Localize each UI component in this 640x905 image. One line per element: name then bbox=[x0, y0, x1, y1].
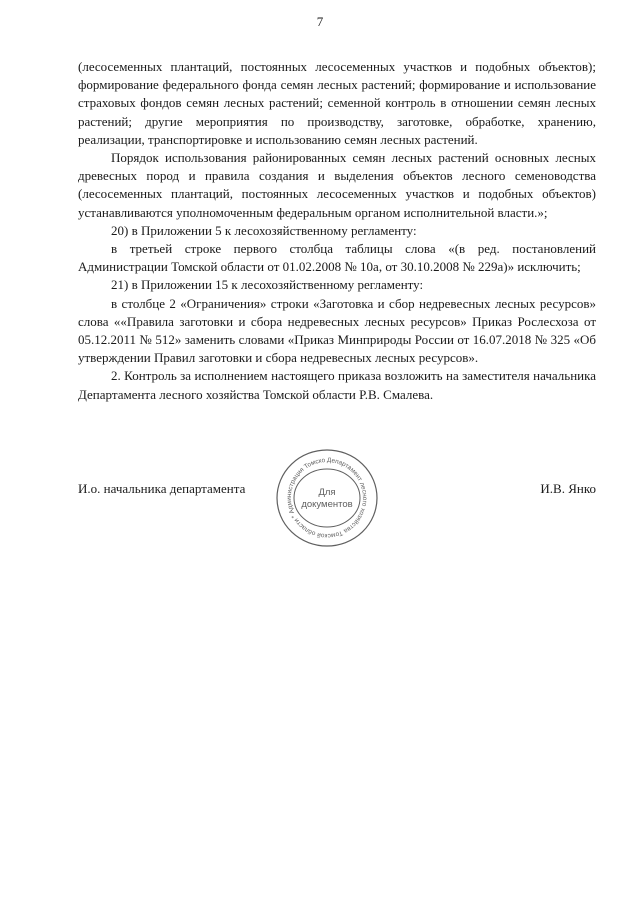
paragraph-5: 21) в Приложении 15 к лесохозяйственному регламенту: bbox=[111, 277, 424, 293]
signatory-name: И.В. Янко bbox=[540, 481, 596, 496]
page-number: 7 bbox=[316, 14, 324, 29]
paragraph-1: (лесосеменных плантаций, постоянных лесосеменных участков и подобных объектов); формирование федерального фонда семян лесных растений; формирование и использование страховых фондов семян лесных растений; семенной контроль в отношении семян лесных растений; другие мероприятия по производству, заготовке, обработке, хранению, реализации, транспортировке и использованию семян лесных растений. bbox=[78, 59, 596, 147]
paragraph-6: в столбце 2 «Ограничения» строки «Заготовка и сбор недревесных лесных ресурсов» слова ««Правила заготовки и сбора недревесных лесных ресурсов» Приказ Рослесхоза от 05.12.2011 № 512» заменить словами «Приказ Минприроды России от 16.07.2018 № 325 «Об утверждении Правил заготовки и сбора недревесных лесных ресурсов». bbox=[78, 295, 596, 366]
paragraph-3: 20) в Приложении 5 к лесохозяйственному регламенту: bbox=[111, 222, 417, 238]
stamp-center-line-2: документов bbox=[301, 499, 353, 510]
stamp-ring-text: Департамент лесного хозяйства Томской области * Администрация Томско bbox=[285, 456, 368, 540]
signature-block bbox=[78, 448, 596, 548]
document-body bbox=[78, 58, 596, 404]
official-seal-stamp bbox=[261, 448, 393, 548]
paragraph-2: Порядок использования районированных семян лесных растений основных лесных древесных пород и правила создания и выделения объектов лесного семеноводства (лесосеменных плантаций, постоянных лесосеменных участков и подобных объектов) устанавливаются уполномоченным федеральным органом исполнительной власти.»; bbox=[78, 150, 596, 220]
signatory-title: И.о. начальника департамента bbox=[78, 481, 246, 496]
stamp-center-line-1: Для bbox=[318, 487, 336, 498]
paragraph-7: 2. Контроль за исполнением настоящего приказа возложить на заместителя начальника Департамента лесного хозяйства Томской области Р.В. Смалева. bbox=[78, 368, 596, 402]
paragraph-4: в третьей строке первого столбца таблицы слова «(в ред. постановлений Администрации Томской области от 01.02.2008 № 10а, от 30.10.2008 № 229а)» исключить; bbox=[78, 241, 596, 275]
